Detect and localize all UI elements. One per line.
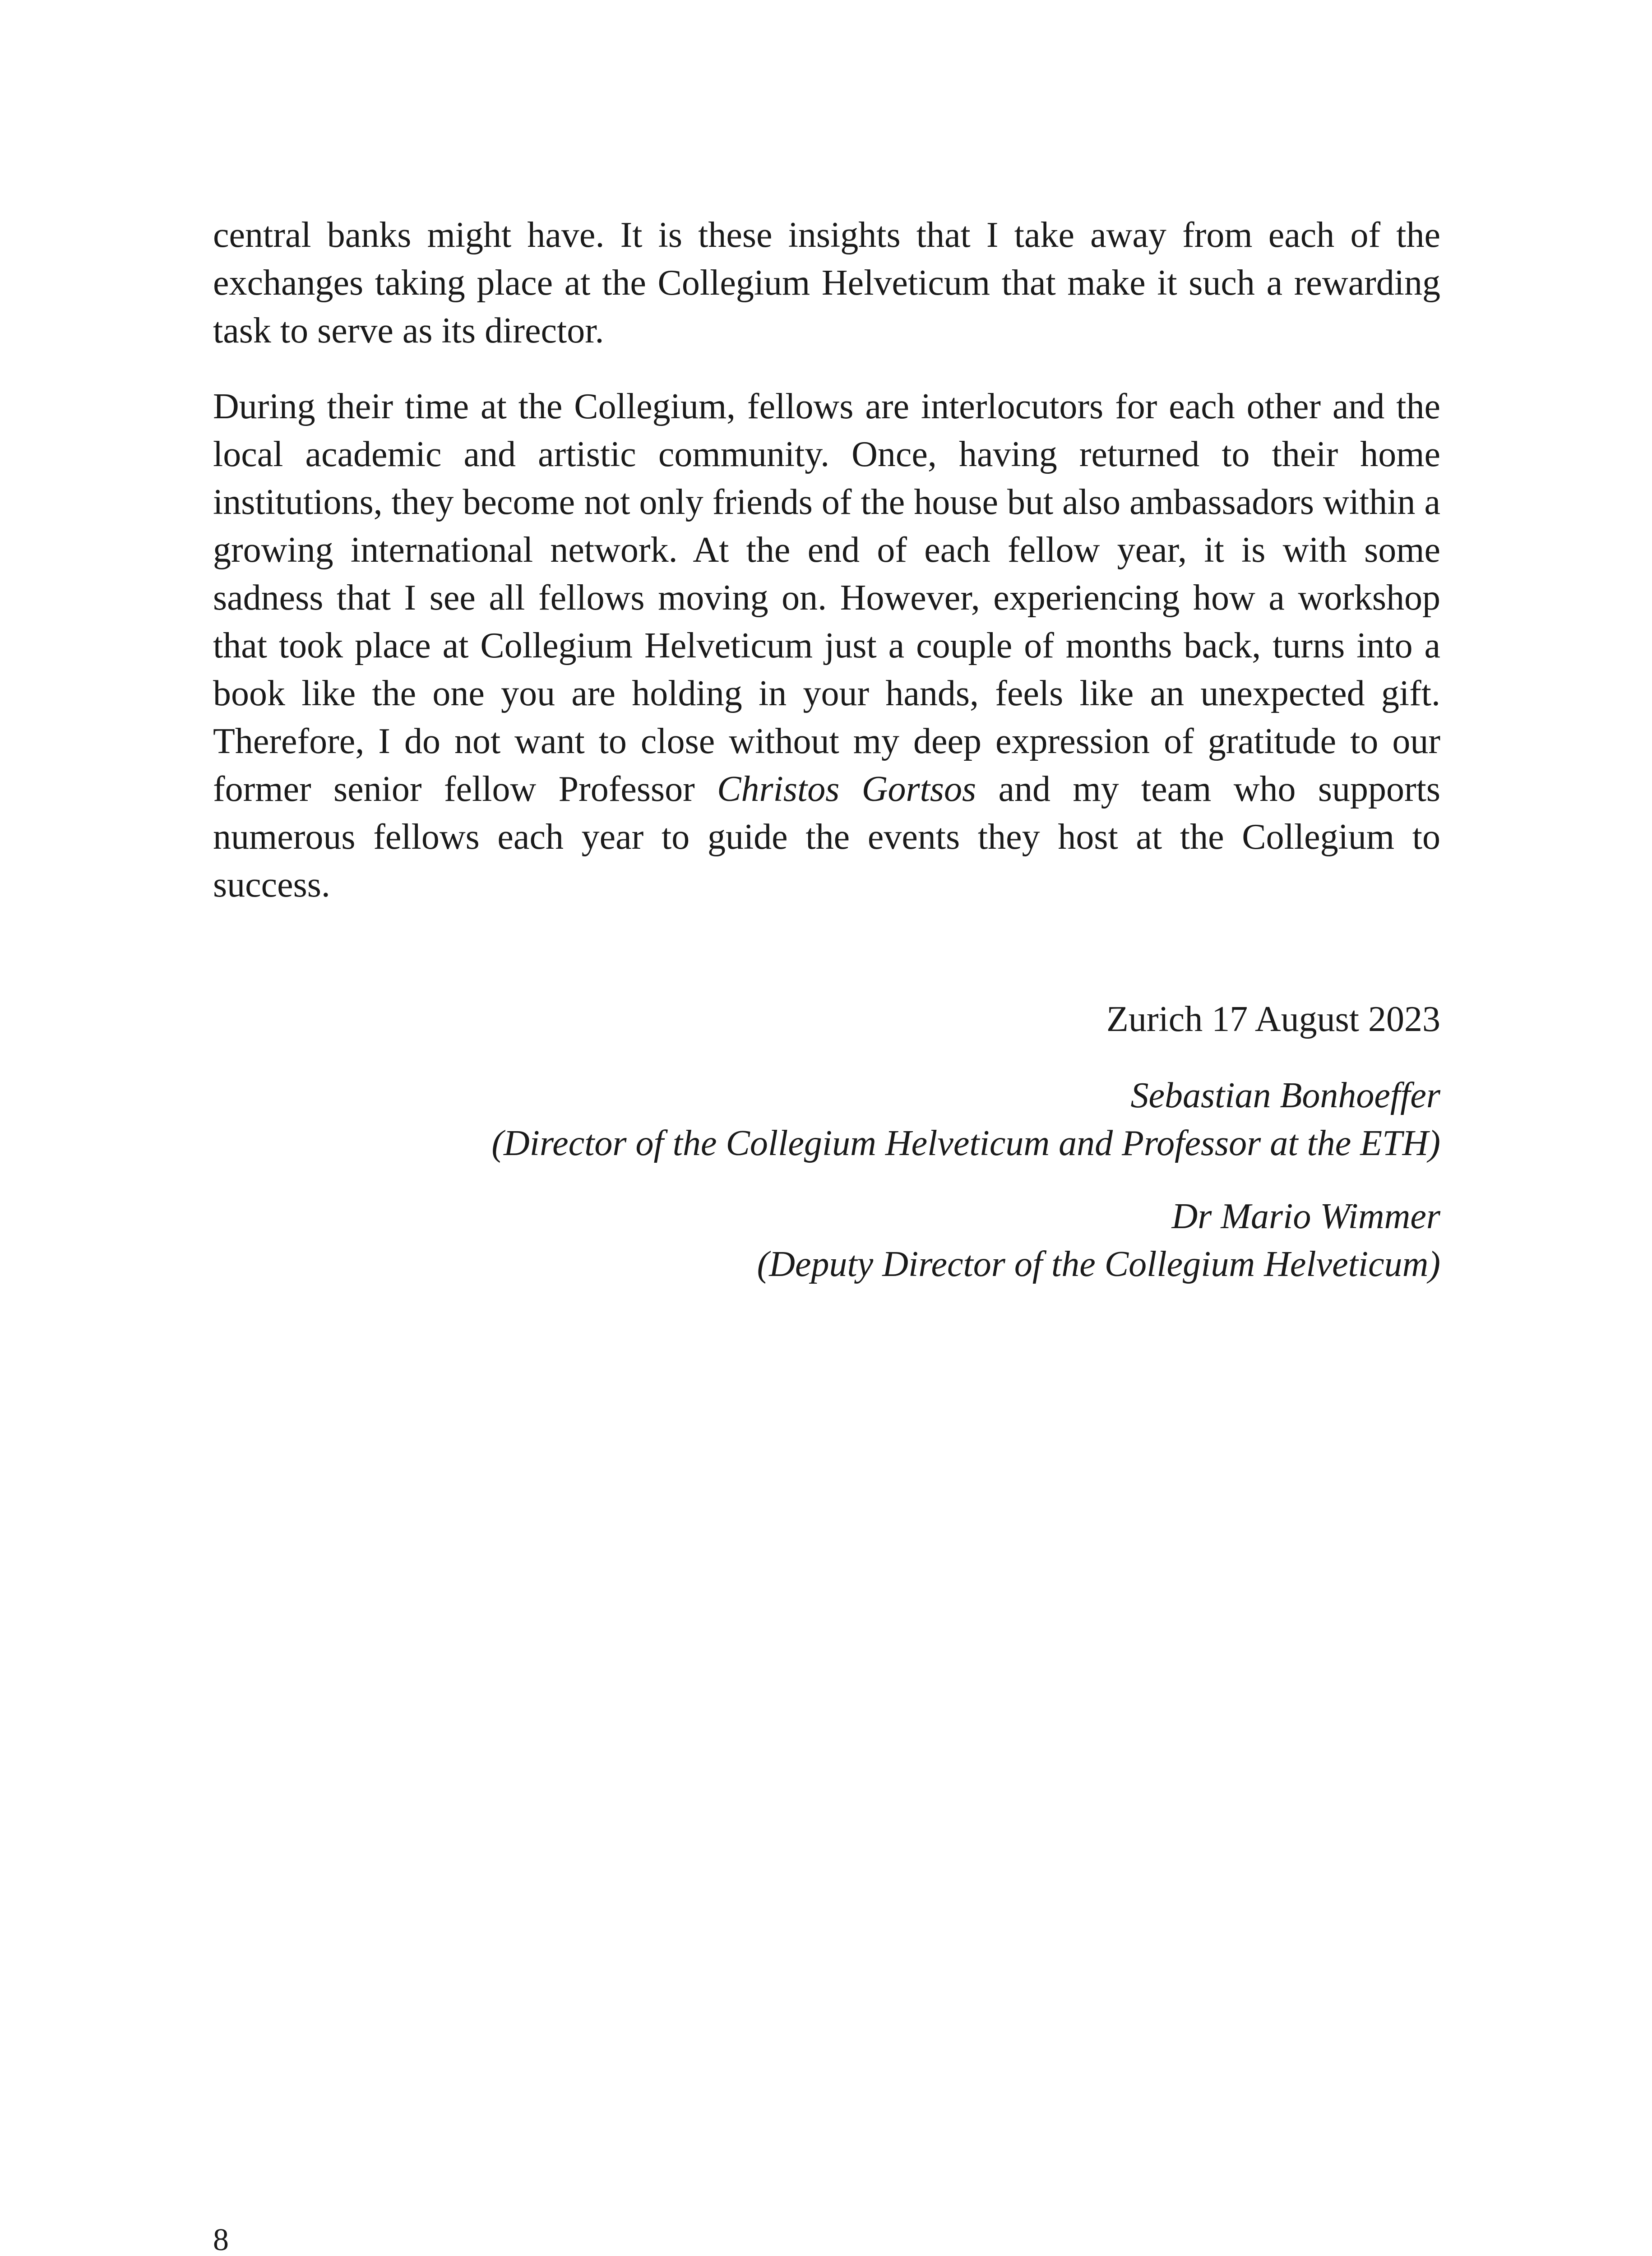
body-paragraph-1: central banks might have. It is these insights that I take away from each of the exchanges taking place at the Collegium Helveticum that make it such a rewarding task to serve as its director. xyxy=(213,215,1440,351)
italic-name-christos-gortsos: Christos Gortsos xyxy=(717,769,976,809)
signatory-2-name: Dr Mario Wimmer xyxy=(1171,1197,1440,1236)
signatory-1-name: Sebastian Bonhoeffer xyxy=(1130,1076,1440,1115)
signatory-1-role: (Director of the Collegium Helveticum and Professor at the ETH) xyxy=(491,1123,1440,1163)
paragraph-2-text-end: and my team who supports numerous fellows each year to guide the events they host at the Collegium to success. xyxy=(213,769,1441,905)
signatory-2-role: (Deputy Director of the Collegium Helveticum) xyxy=(757,1244,1440,1284)
page-number: 8 xyxy=(213,2223,229,2256)
paragraph-2-text-start: During their time at the Collegium, fellows are interlocutors for each other and the local academic and artistic community. Once, having returned to their home institutions, they become not only friends of the house but also ambassadors within a growing international network. At the end of each fellow year, it is with some sadness that I see all fellows moving on. However, experiencing how a workshop that took place at Collegium Helveticum just a couple of months back, turns into a book like the one you are holding in your hands, feels like an unexpected gift. Therefore, I do not want to close without my deep expression of gratitude to our former senior fellow Professor xyxy=(213,387,1440,809)
body-paragraph-2 xyxy=(213,383,1440,909)
place-and-date: Zurich 17 August 2023 xyxy=(1106,999,1440,1039)
